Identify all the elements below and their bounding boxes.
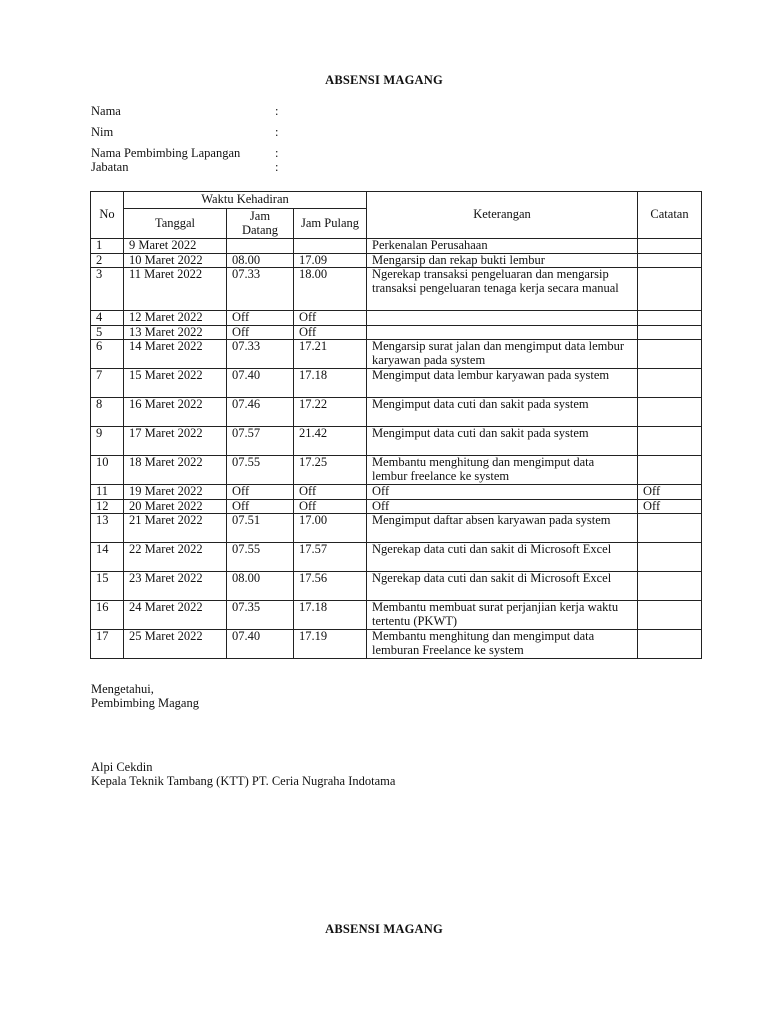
cell-no: 16 <box>91 601 124 630</box>
info-colon: : <box>275 146 279 160</box>
cell-jam-datang: 07.51 <box>227 514 294 543</box>
cell-no: 5 <box>91 325 124 340</box>
info-label-nim: Nim <box>91 125 114 139</box>
cell-tanggal: 17 Maret 2022 <box>124 427 227 456</box>
cell-tanggal: 24 Maret 2022 <box>124 601 227 630</box>
info-label-jabatan: Jabatan <box>91 160 129 174</box>
cell-no: 15 <box>91 572 124 601</box>
cell-keterangan: Mengimput data lembur karyawan pada system <box>367 369 638 398</box>
cell-jam-pulang: 17.19 <box>294 630 367 659</box>
cell-keterangan <box>367 311 638 326</box>
cell-jam-pulang: 21.42 <box>294 427 367 456</box>
cell-no: 12 <box>91 499 124 514</box>
table-row <box>91 499 702 514</box>
cell-jam-pulang: 17.25 <box>294 456 367 485</box>
cell-jam-pulang <box>294 239 367 254</box>
cell-jam-datang: 07.33 <box>227 340 294 369</box>
cell-keterangan: Off <box>367 485 638 500</box>
cell-catatan <box>638 630 702 659</box>
table-row <box>91 398 702 427</box>
cell-catatan <box>638 427 702 456</box>
document-title: ABSENSI MAGANG <box>325 73 443 87</box>
header-no: No <box>91 192 124 239</box>
cell-catatan: Off <box>638 485 702 500</box>
cell-no: 7 <box>91 369 124 398</box>
cell-jam-datang: 08.00 <box>227 572 294 601</box>
table-row <box>91 456 702 485</box>
cell-no: 11 <box>91 485 124 500</box>
cell-no: 14 <box>91 543 124 572</box>
cell-no: 1 <box>91 239 124 254</box>
cell-no: 13 <box>91 514 124 543</box>
table-row <box>91 253 702 268</box>
cell-catatan <box>638 253 702 268</box>
cell-jam-datang: 07.35 <box>227 601 294 630</box>
cell-catatan <box>638 601 702 630</box>
cell-tanggal: 19 Maret 2022 <box>124 485 227 500</box>
acknowledgement-block <box>91 682 199 710</box>
cell-jam-pulang: 17.21 <box>294 340 367 369</box>
cell-tanggal: 23 Maret 2022 <box>124 572 227 601</box>
cell-jam-datang: 07.40 <box>227 369 294 398</box>
cell-catatan <box>638 268 702 311</box>
cell-tanggal: 11 Maret 2022 <box>124 268 227 311</box>
header-tanggal: Tanggal <box>124 209 227 239</box>
cell-tanggal: 18 Maret 2022 <box>124 456 227 485</box>
mengetahui-text: Mengetahui, <box>91 682 154 696</box>
table-row <box>91 325 702 340</box>
cell-jam-pulang: Off <box>294 325 367 340</box>
table-row <box>91 543 702 572</box>
info-colon: : <box>275 125 279 139</box>
cell-catatan <box>638 572 702 601</box>
cell-jam-pulang: 17.56 <box>294 572 367 601</box>
document-title-repeat: ABSENSI MAGANG <box>325 922 443 936</box>
header-catatan: Catatan <box>638 192 702 239</box>
cell-keterangan: Membantu menghitung dan mengimput data lemburan Freelance ke system <box>367 630 638 659</box>
info-row-jabatan <box>91 160 285 174</box>
cell-jam-pulang: 17.09 <box>294 253 367 268</box>
cell-jam-datang: Off <box>227 325 294 340</box>
cell-tanggal: 14 Maret 2022 <box>124 340 227 369</box>
cell-tanggal: 9 Maret 2022 <box>124 239 227 254</box>
cell-tanggal: 25 Maret 2022 <box>124 630 227 659</box>
cell-no: 2 <box>91 253 124 268</box>
cell-jam-datang: Off <box>227 311 294 326</box>
table-header-row <box>91 192 702 209</box>
cell-jam-datang: 07.46 <box>227 398 294 427</box>
cell-no: 10 <box>91 456 124 485</box>
header-keterangan: Keterangan <box>367 192 638 239</box>
info-row-nim <box>91 125 285 139</box>
cell-no: 4 <box>91 311 124 326</box>
cell-keterangan: Membantu menghitung dan mengimput data lembur freelance ke system <box>367 456 638 485</box>
cell-keterangan: Perkenalan Perusahaan <box>367 239 638 254</box>
cell-catatan <box>638 311 702 326</box>
cell-catatan <box>638 325 702 340</box>
cell-jam-datang: Off <box>227 485 294 500</box>
cell-keterangan: Mengarsip surat jalan dan mengimput data lembur karyawan pada system <box>367 340 638 369</box>
signatory-position: Kepala Teknik Tambang (KTT) PT. Ceria Nugraha Indotama <box>91 774 396 788</box>
table-row <box>91 268 702 311</box>
cell-jam-datang: Off <box>227 499 294 514</box>
cell-catatan <box>638 369 702 398</box>
cell-jam-pulang: Off <box>294 311 367 326</box>
table-row <box>91 340 702 369</box>
cell-no: 3 <box>91 268 124 311</box>
table-row <box>91 427 702 456</box>
cell-jam-pulang: 17.18 <box>294 601 367 630</box>
header-waktu-kehadiran: Waktu Kehadiran <box>124 192 367 209</box>
cell-jam-datang: 07.57 <box>227 427 294 456</box>
cell-tanggal: 16 Maret 2022 <box>124 398 227 427</box>
cell-jam-datang: 08.00 <box>227 253 294 268</box>
info-row-pembimbing <box>91 146 285 160</box>
attendance-table-body <box>91 239 702 659</box>
cell-keterangan: Off <box>367 499 638 514</box>
table-row <box>91 630 702 659</box>
cell-no: 17 <box>91 630 124 659</box>
cell-jam-pulang: 18.00 <box>294 268 367 311</box>
cell-keterangan: Mengarsip dan rekap bukti lembur <box>367 253 638 268</box>
cell-tanggal: 15 Maret 2022 <box>124 369 227 398</box>
cell-jam-pulang: 17.22 <box>294 398 367 427</box>
cell-tanggal: 10 Maret 2022 <box>124 253 227 268</box>
info-row-nama <box>91 104 285 118</box>
cell-jam-pulang: 17.00 <box>294 514 367 543</box>
cell-jam-datang: 07.40 <box>227 630 294 659</box>
cell-catatan <box>638 398 702 427</box>
header-jam-pulang: Jam Pulang <box>294 209 367 239</box>
cell-tanggal: 20 Maret 2022 <box>124 499 227 514</box>
cell-no: 9 <box>91 427 124 456</box>
cell-catatan <box>638 456 702 485</box>
cell-catatan <box>638 514 702 543</box>
cell-jam-datang: 07.33 <box>227 268 294 311</box>
cell-keterangan <box>367 325 638 340</box>
cell-keterangan: Mengimput data cuti dan sakit pada system <box>367 398 638 427</box>
cell-jam-datang: 07.55 <box>227 456 294 485</box>
table-row <box>91 514 702 543</box>
pembimbing-text: Pembimbing Magang <box>91 696 199 710</box>
header-jam-datang: Jam Datang <box>227 209 294 239</box>
cell-no: 6 <box>91 340 124 369</box>
table-row <box>91 485 702 500</box>
cell-keterangan: Ngerekap data cuti dan sakit di Microsoft Excel <box>367 543 638 572</box>
cell-keterangan: Mengimput data cuti dan sakit pada system <box>367 427 638 456</box>
cell-jam-datang: 07.55 <box>227 543 294 572</box>
cell-tanggal: 21 Maret 2022 <box>124 514 227 543</box>
cell-keterangan: Ngerekap transaksi pengeluaran dan mengarsip transaksi pengeluaran tenaga kerja secara manual <box>367 268 638 311</box>
cell-catatan <box>638 340 702 369</box>
cell-keterangan: Mengimput daftar absen karyawan pada system <box>367 514 638 543</box>
table-row <box>91 239 702 254</box>
signatory-block <box>91 760 395 788</box>
student-info-block <box>91 104 285 174</box>
cell-catatan: Off <box>638 499 702 514</box>
info-colon: : <box>275 104 279 118</box>
cell-jam-pulang: 17.18 <box>294 369 367 398</box>
info-label-nama: Nama <box>91 104 121 118</box>
cell-keterangan: Ngerekap data cuti dan sakit di Microsoft Excel <box>367 572 638 601</box>
attendance-table <box>90 191 702 659</box>
info-label-pembimbing: Nama Pembimbing Lapangan <box>91 146 241 160</box>
info-colon: : <box>275 160 279 174</box>
cell-jam-pulang: Off <box>294 485 367 500</box>
cell-tanggal: 22 Maret 2022 <box>124 543 227 572</box>
cell-tanggal: 13 Maret 2022 <box>124 325 227 340</box>
table-row <box>91 572 702 601</box>
cell-keterangan: Membantu membuat surat perjanjian kerja waktu tertentu (PKWT) <box>367 601 638 630</box>
table-row <box>91 369 702 398</box>
cell-catatan <box>638 239 702 254</box>
table-row <box>91 601 702 630</box>
cell-catatan <box>638 543 702 572</box>
cell-tanggal: 12 Maret 2022 <box>124 311 227 326</box>
table-row <box>91 311 702 326</box>
cell-jam-pulang: 17.57 <box>294 543 367 572</box>
cell-jam-datang <box>227 239 294 254</box>
cell-no: 8 <box>91 398 124 427</box>
cell-jam-pulang: Off <box>294 499 367 514</box>
signatory-name: Alpi Cekdin <box>91 760 153 774</box>
